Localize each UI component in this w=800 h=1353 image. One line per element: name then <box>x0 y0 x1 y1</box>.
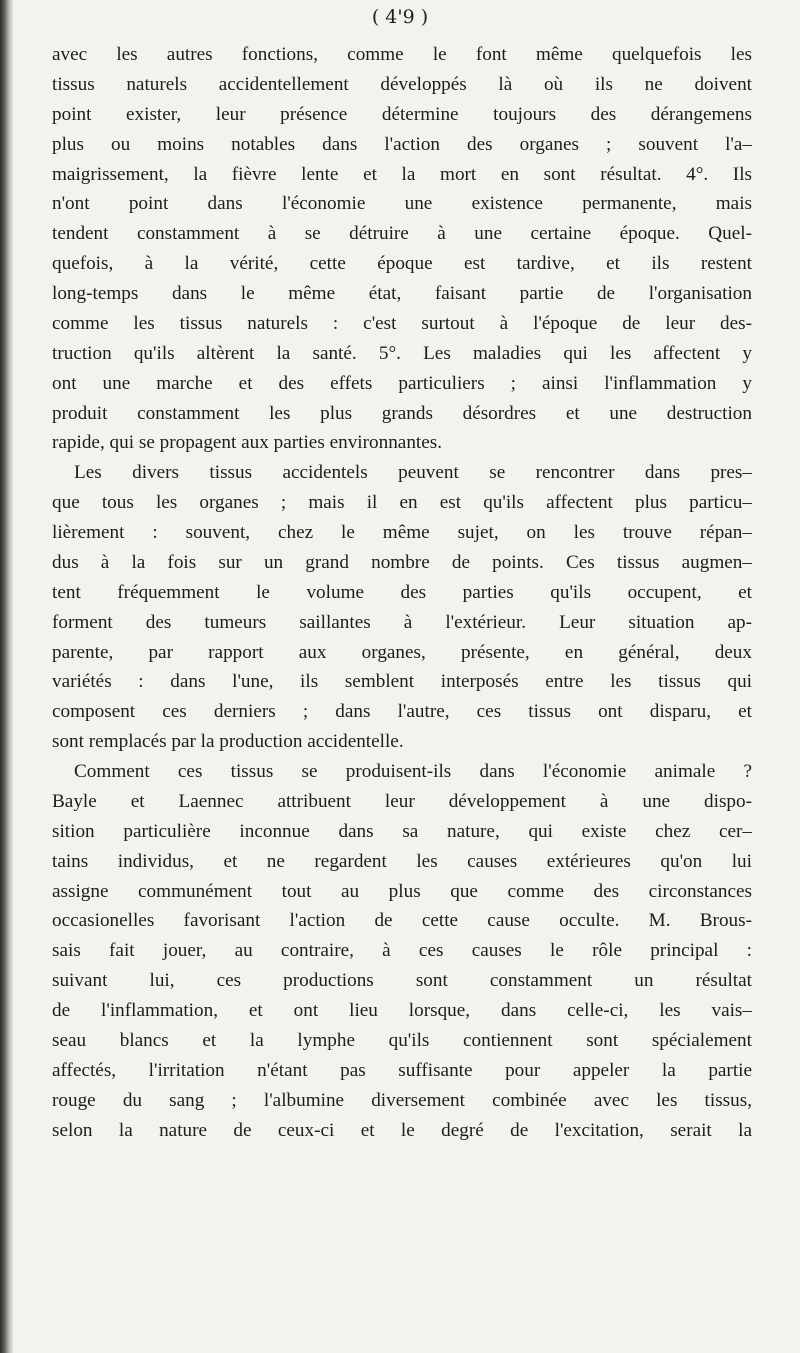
text-line: sais fait jouer, au contraire, à ces causes le rôle principal : <box>52 940 752 962</box>
text-line: que tous les organes ; mais il en est qu'ils affectent plus particu– <box>52 492 752 514</box>
text-line: de l'inflammation, et ont lieu lorsque, dans celle-ci, les vais– <box>52 1000 752 1021</box>
page-number: ( 4'9 ) <box>371 6 429 28</box>
text-line: rouge du sang ; l'albumine diversement combinée avec les tissus, <box>52 1089 752 1111</box>
text-line: truction qu'ils altèrent la santé. 5°. Les maladies qui les affectent y <box>52 342 752 364</box>
text-line: avec les autres fonctions, comme le font même quelquefois les <box>52 44 752 65</box>
text-line: sont remplacés par la production accidentelle. <box>52 731 404 753</box>
text-line: suivant lui, ces productions sont constamment un résultat <box>52 970 752 992</box>
text-line: lièrement : souvent, chez le même sujet, on les trouve répan– <box>52 522 752 543</box>
text-line: point exister, leur présence détermine toujours des dérangemens <box>52 103 752 125</box>
text-line: dus à la fois sur un grand nombre de points. Ces tissus augmen– <box>52 551 752 573</box>
binding-shadow <box>0 0 14 1353</box>
text-line: plus ou moins notables dans l'action des organes ; souvent l'a– <box>52 133 752 155</box>
text-line: tissus naturels accidentellement développés là où ils ne doivent <box>52 73 752 95</box>
text-line: Bayle et Laennec attribuent leur développement à une dispo- <box>52 790 752 812</box>
text-line: produit constamment les plus grands désordres et une destruction <box>52 402 752 424</box>
text-line: ont une marche et des effets particuliers ; ainsi l'inflammation y <box>52 372 752 394</box>
text-line: occasionelles favorisant l'action de cette cause occulte. M. Brous- <box>52 910 752 932</box>
text-line: maigrissement, la fièvre lente et la mort en sont résultat. 4°. Ils <box>52 163 752 185</box>
text-line: parente, par rapport aux organes, présente, en général, deux <box>52 641 752 663</box>
text-line: comme les tissus naturels : c'est surtout à l'époque de leur des- <box>52 312 752 334</box>
text-line: tendent constamment à se détruire à une certaine époque. Quel- <box>52 223 752 245</box>
text-line: sition particulière inconnue dans sa nature, qui existe chez cer– <box>52 820 752 842</box>
text-line: quefois, à la vérité, cette époque est tardive, et ils restent <box>52 253 752 275</box>
text-line: selon la nature de ceux-ci et le degré de l'excitation, serait la <box>52 1119 752 1141</box>
text-line: composent ces derniers ; dans l'autre, ces tissus ont disparu, et <box>52 701 752 723</box>
text-line: tains individus, et ne regardent les causes extérieures qu'on lui <box>52 850 752 872</box>
text-line: affectés, l'irritation n'étant pas suffisante pour appeler la partie <box>52 1059 752 1081</box>
text-line: Comment ces tissus se produisent-ils dans l'économie animale ? <box>74 761 752 782</box>
text-line: rapide, qui se propagent aux parties environnantes. <box>52 432 443 454</box>
text-line: long-temps dans le même état, faisant partie de l'organisation <box>52 283 752 304</box>
text-line: assigne communément tout au plus que comme des circonstances <box>52 880 752 902</box>
text-line: forment des tumeurs saillantes à l'extérieur. Leur situation ap- <box>52 611 752 633</box>
text-line: Les divers tissus accidentels peuvent se rencontrer dans pres– <box>74 462 752 484</box>
text-line: tent fréquemment le volume des parties qu'ils occupent, et <box>52 581 752 603</box>
body-text <box>52 40 752 1145</box>
text-line: seau blancs et la lymphe qu'ils contiennent sont spécialement <box>52 1029 752 1051</box>
text-line: variétés : dans l'une, ils semblent interposés entre les tissus qui <box>52 671 752 693</box>
text-line: n'ont point dans l'économie une existence permanente, mais <box>52 193 752 215</box>
